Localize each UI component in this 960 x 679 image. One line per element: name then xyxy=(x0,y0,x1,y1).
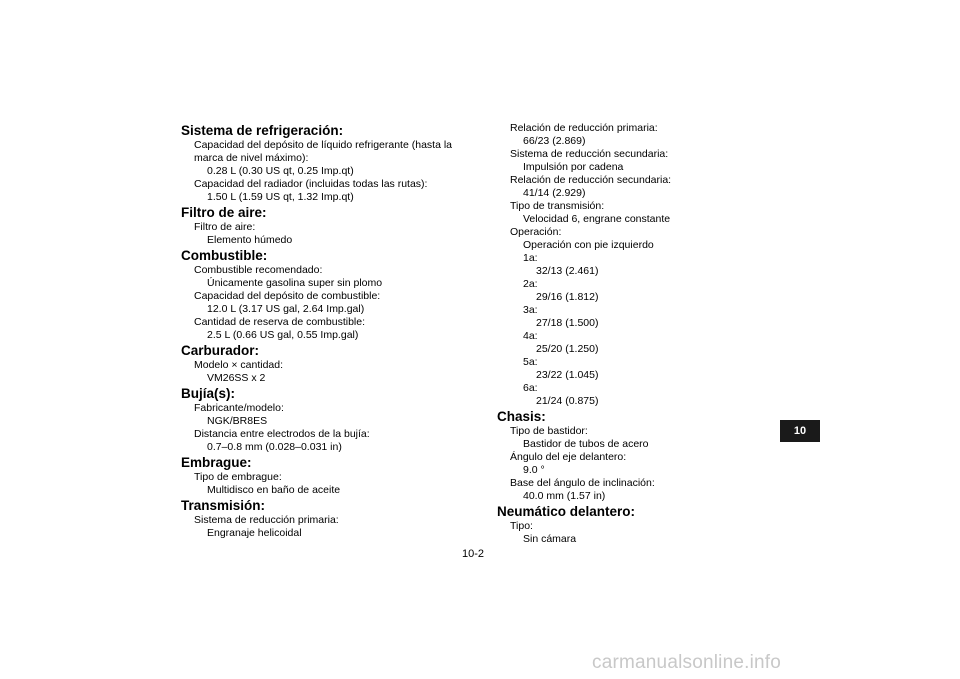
spec-label: Capacidad del radiador (incluidas todas las rutas): xyxy=(194,178,428,190)
spec-label: Tipo: xyxy=(510,520,533,532)
spec-label: 4a: xyxy=(523,330,538,342)
spec-value: Únicamente gasolina super sin plomo xyxy=(207,277,383,289)
spec-value: Bastidor de tubos de acero xyxy=(523,438,649,450)
spec-label: Ángulo del eje delantero: xyxy=(510,451,627,463)
spec-value: Impulsión por cadena xyxy=(523,161,624,173)
spec-label: Distancia entre electrodos de la bujía: xyxy=(194,428,370,440)
spec-label: Fabricante/modelo: xyxy=(194,402,284,414)
spec-value: 29/16 (1.812) xyxy=(536,291,599,303)
spec-label: Tipo de embrague: xyxy=(194,471,282,483)
spec-label: 3a: xyxy=(523,304,538,316)
spec-column-right xyxy=(497,122,797,546)
spec-value: 32/13 (2.461) xyxy=(536,265,599,277)
spec-value: 1.50 L (1.59 US qt, 1.32 Imp.qt) xyxy=(207,191,354,203)
spec-value: 27/18 (1.500) xyxy=(536,317,599,329)
spec-value: Operación con pie izquierdo xyxy=(523,239,654,251)
spec-label: Tipo de transmisión: xyxy=(510,200,605,212)
section-heading: Transmisión: xyxy=(181,498,266,513)
section-heading: Neumático delantero: xyxy=(497,504,636,519)
section-heading: Chasis: xyxy=(497,409,546,424)
spec-label: Filtro de aire: xyxy=(194,221,256,233)
section-heading: Filtro de aire: xyxy=(181,205,267,220)
spec-value: Velocidad 6, engrane constante xyxy=(523,213,671,225)
spec-value: Sin cámara xyxy=(523,533,577,545)
spec-label: Operación: xyxy=(510,226,562,238)
section-heading: Carburador: xyxy=(181,343,260,358)
section-heading: Combustible: xyxy=(181,248,268,263)
spec-label: 1a: xyxy=(523,252,538,264)
spec-column-left xyxy=(181,122,481,540)
spec-label: Cantidad de reserva de combustible: xyxy=(194,316,366,328)
spec-value: 66/23 (2.869) xyxy=(523,135,586,147)
spec-value: Engranaje helicoidal xyxy=(207,527,302,539)
spec-label: Capacidad del depósito de líquido refrigerante (hasta la marca de nivel máximo): xyxy=(194,139,453,164)
spec-value: 21/24 (0.875) xyxy=(536,395,599,407)
spec-value: 23/22 (1.045) xyxy=(536,369,599,381)
chapter-tab: 10 xyxy=(780,420,820,442)
spec-value: Elemento húmedo xyxy=(207,234,293,246)
spec-value: 41/14 (2.929) xyxy=(523,187,586,199)
spec-label: Sistema de reducción secundaria: xyxy=(510,148,669,160)
page-number: 10-2 xyxy=(462,548,485,560)
spec-value: 12.0 L (3.17 US gal, 2.64 Imp.gal) xyxy=(207,303,365,315)
spec-value: NGK/BR8ES xyxy=(207,415,268,427)
watermark: carmanualsonline.info xyxy=(592,652,782,673)
spec-label: Modelo × cantidad: xyxy=(194,359,284,371)
spec-value: Multidisco en baño de aceite xyxy=(207,484,341,496)
section-heading: Embrague: xyxy=(181,455,252,470)
spec-value: 0.28 L (0.30 US qt, 0.25 Imp.qt) xyxy=(207,165,354,177)
spec-label: Tipo de bastidor: xyxy=(510,425,588,437)
spec-value: VM26SS x 2 xyxy=(207,372,266,384)
spec-label: Base del ángulo de inclinación: xyxy=(510,477,655,489)
spec-value: 9.0 ° xyxy=(523,464,545,476)
spec-value: 0.7–0.8 mm (0.028–0.031 in) xyxy=(207,441,342,453)
spec-label: 5a: xyxy=(523,356,538,368)
spec-value: 25/20 (1.250) xyxy=(536,343,599,355)
spec-label: Relación de reducción secundaria: xyxy=(510,174,672,186)
spec-label: Sistema de reducción primaria: xyxy=(194,514,339,526)
spec-value: 40.0 mm (1.57 in) xyxy=(523,490,606,502)
spec-label: Capacidad del depósito de combustible: xyxy=(194,290,381,302)
spec-label: 2a: xyxy=(523,278,538,290)
spec-label: Combustible recomendado: xyxy=(194,264,323,276)
section-heading: Bujía(s): xyxy=(181,386,235,401)
spec-value: 2.5 L (0.66 US gal, 0.55 Imp.gal) xyxy=(207,329,359,341)
spec-label: Relación de reducción primaria: xyxy=(510,122,658,134)
spec-label: 6a: xyxy=(523,382,538,394)
section-heading: Sistema de refrigeración: xyxy=(181,123,344,138)
